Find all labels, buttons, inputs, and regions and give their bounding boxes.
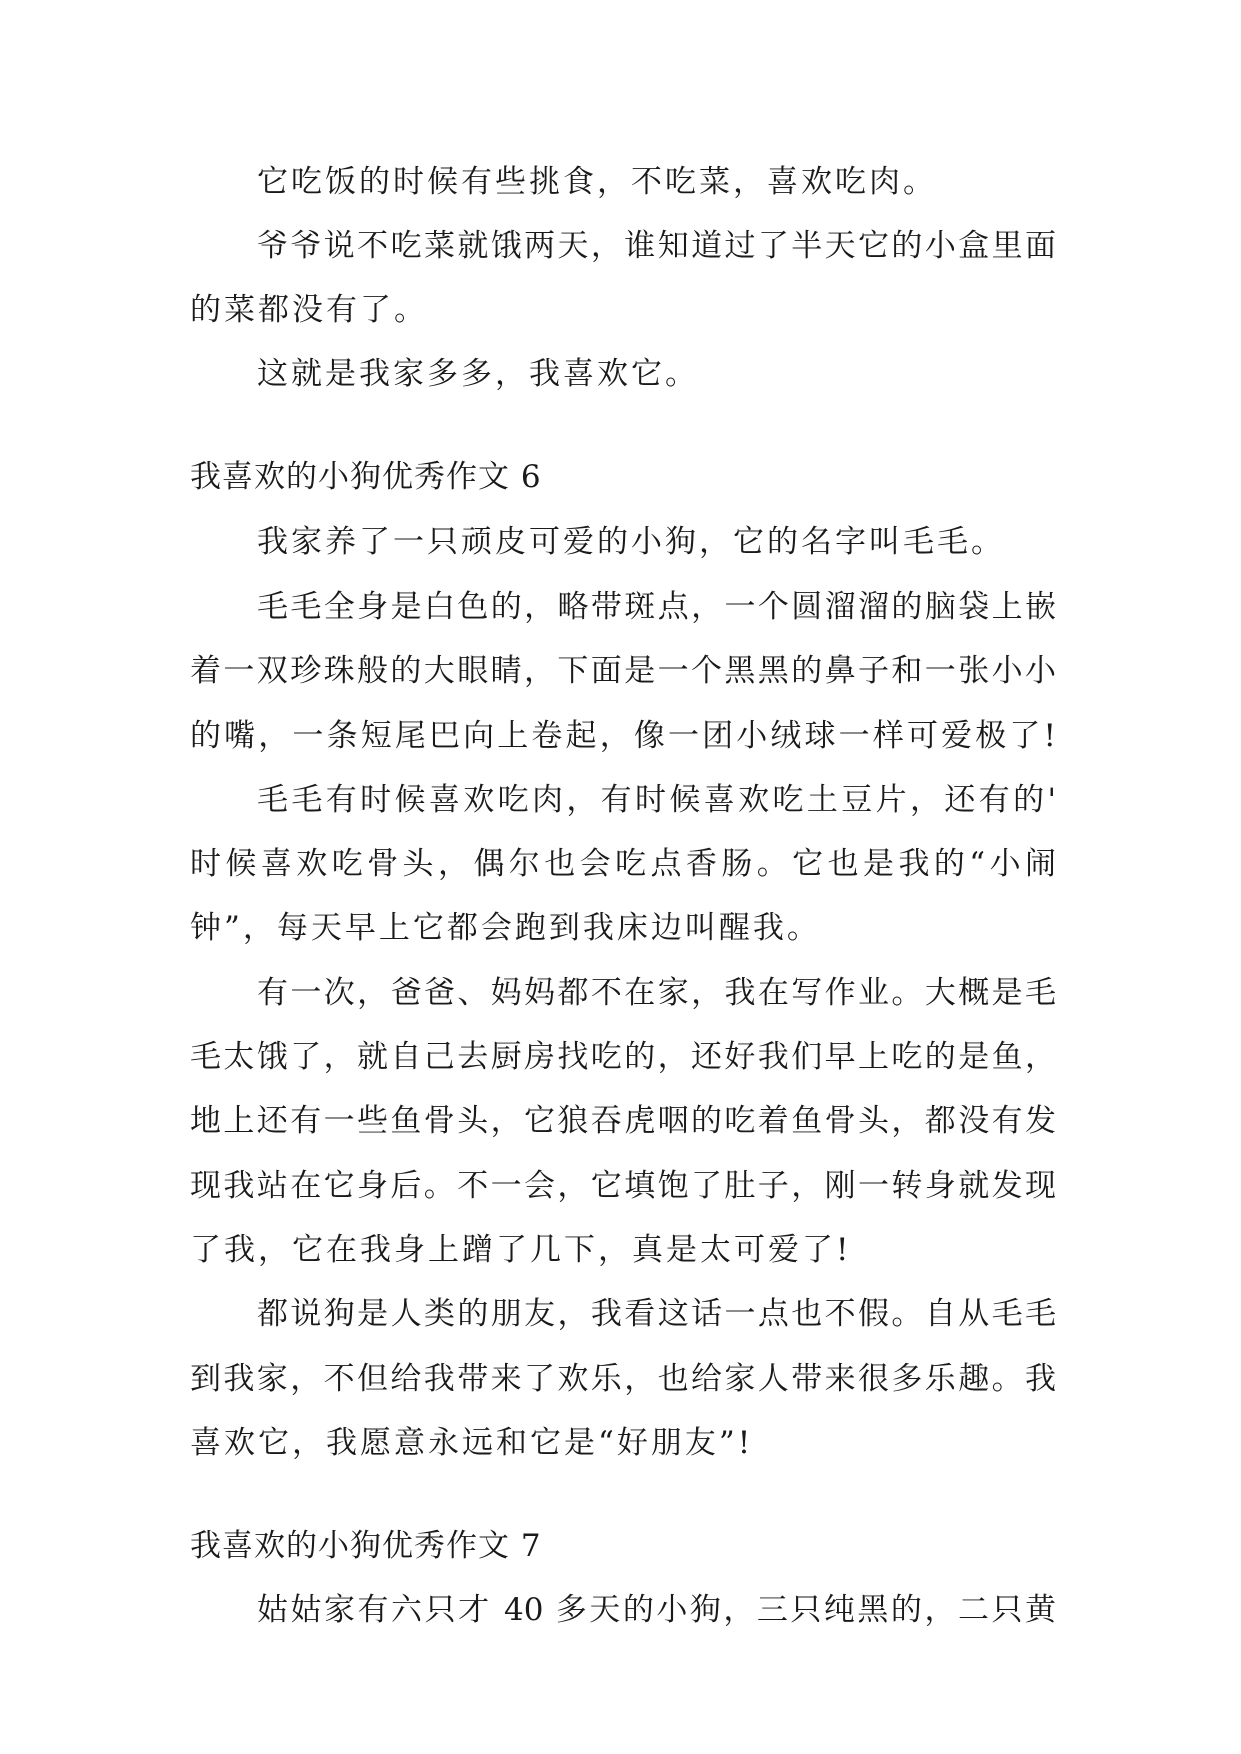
paragraph-line: 毛毛全身是白色的，略带斑点，一个圆溜溜的脑袋上嵌 [257,589,1056,625]
paragraph-line: 毛毛有时候喜欢吃肉，有时候喜欢吃土豆片，还有的' [257,782,1056,818]
paragraph-line: 有一次，爸爸、妈妈都不在家，我在写作业。大概是毛 [257,975,1056,1011]
paragraph-line: 姑姑家有六只才 40 多天的小狗，三只纯黑的，二只黄 [257,1592,1056,1628]
paragraph-line: 喜欢它，我愿意永远和它是“好朋友”! [190,1425,754,1461]
paragraph-line: 了我，它在我身上蹭了几下，真是太可爱了! [190,1232,852,1268]
paragraph-line: 的嘴，一条短尾巴向上卷起，像一团小绒球一样可爱极了! [190,718,1056,754]
paragraph-line: 钟”，每天早上它都会跑到我床边叫醒我。 [190,910,821,946]
paragraph-line: 都说狗是人类的朋友，我看这话一点也不假。自从毛毛 [257,1296,1056,1332]
paragraph-line: 地上还有一些鱼骨头，它狼吞虎咽的吃着鱼骨头，都没有发 [190,1103,1056,1139]
paragraph-line: 这就是我家多多，我喜欢它。 [257,356,699,392]
essay-heading: 我喜欢的小狗优秀作文 7 [190,1528,542,1564]
paragraph-line: 我家养了一只顽皮可爱的小狗，它的名字叫毛毛。 [257,524,1005,560]
essay-heading: 我喜欢的小狗优秀作文 6 [190,459,542,495]
paragraph-line: 时候喜欢吃骨头，偶尔也会吃点香肠。它也是我的“小闹 [190,846,1056,882]
paragraph-line: 它吃饭的时候有些挑食，不吃菜，喜欢吃肉。 [257,164,937,200]
paragraph-line: 到我家，不但给我带来了欢乐，也给家人带来很多乐趣。我 [190,1361,1056,1397]
paragraph-line: 爷爷说不吃菜就饿两天，谁知道过了半天它的小盒里面 [257,228,1056,264]
paragraph-line: 着一双珍珠般的大眼睛，下面是一个黑黑的鼻子和一张小小 [190,653,1056,689]
paragraph-line: 现我站在它身后。不一会，它填饱了肚子，刚一转身就发现 [190,1168,1056,1204]
paragraph-line: 毛太饿了，就自己去厨房找吃的，还好我们早上吃的是鱼， [190,1039,1056,1075]
paragraph-line: 的菜都没有了。 [190,292,428,328]
